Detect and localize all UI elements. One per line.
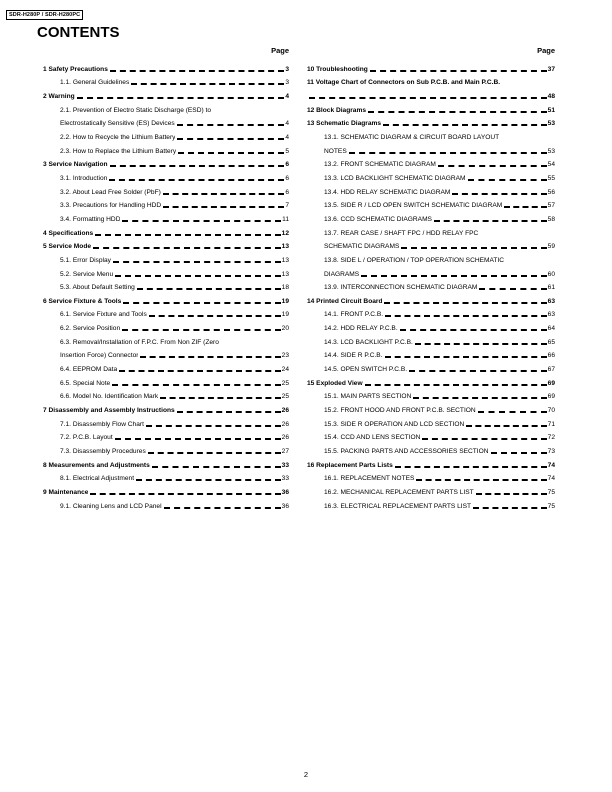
dot-leader bbox=[90, 493, 280, 495]
dot-leader bbox=[413, 397, 546, 399]
toc-entry-page: 60 bbox=[547, 270, 555, 278]
toc-entry-page: 75 bbox=[547, 489, 555, 496]
toc-entry[interactable] bbox=[307, 497, 555, 511]
toc-entry-page: 69 bbox=[547, 379, 555, 387]
dot-leader bbox=[110, 70, 284, 72]
toc-entry-page: 36 bbox=[281, 502, 289, 510]
dot-leader bbox=[119, 370, 280, 372]
toc-entry-label: 6.2. Service Position bbox=[60, 325, 121, 333]
toc-entry-page: 4 bbox=[285, 92, 289, 100]
toc-entry-label: 13.4. HDD RELAY SCHEMATIC DIAGRAM bbox=[324, 188, 451, 196]
dot-leader bbox=[112, 384, 280, 386]
dot-leader bbox=[504, 206, 546, 208]
toc-entry[interactable] bbox=[307, 74, 555, 88]
toc-list-right bbox=[307, 60, 555, 511]
dot-leader bbox=[479, 288, 546, 290]
toc-entry[interactable] bbox=[43, 401, 289, 415]
dot-leader bbox=[385, 356, 547, 358]
toc-entry-label: 13.2. FRONT SCHEMATIC DIAGRAM bbox=[324, 161, 436, 169]
toc-entry-label: 7.2. P.C.B. Layout bbox=[60, 434, 113, 442]
toc-entry-label: 10 Troubleshooting bbox=[307, 65, 368, 73]
model-label: SDR-H280P / SDR-H280PC bbox=[6, 10, 83, 20]
dot-leader bbox=[409, 370, 547, 372]
toc-entry[interactable] bbox=[307, 374, 555, 388]
toc-entry-label: 3 Service Navigation bbox=[43, 161, 108, 169]
toc-entry-page: 73 bbox=[547, 448, 555, 456]
toc-entry-page: 6 bbox=[285, 161, 289, 169]
toc-entry-label: 14.1. FRONT P.C.B. bbox=[324, 311, 384, 319]
toc-entry-page: 53 bbox=[547, 120, 555, 128]
dot-leader bbox=[140, 356, 280, 358]
toc-entry[interactable] bbox=[43, 333, 289, 347]
toc-entry-page: 26 bbox=[281, 420, 289, 428]
toc-entry[interactable] bbox=[307, 388, 555, 402]
toc-entry[interactable] bbox=[43, 388, 289, 402]
toc-entry-page: 71 bbox=[547, 420, 555, 428]
toc-entry[interactable] bbox=[43, 210, 289, 224]
toc-entry-page: 12 bbox=[281, 229, 289, 237]
toc-entry[interactable] bbox=[43, 292, 289, 306]
dot-leader bbox=[163, 193, 285, 195]
toc-entry-label: 13.8. SIDE L / OPERATION / TOP OPERATION SCHEMATIC bbox=[324, 256, 505, 264]
toc-entry[interactable] bbox=[307, 333, 555, 347]
toc-entry-label: 6 Service Fixture & Tools bbox=[43, 297, 122, 305]
toc-entry-page: 63 bbox=[547, 311, 555, 319]
toc-entry[interactable] bbox=[43, 60, 289, 74]
toc-entry-label: 3.3. Precautions for Handling HDD bbox=[60, 202, 162, 210]
toc-entry-page: 55 bbox=[547, 174, 555, 182]
toc-entry-label: 4 Specifications bbox=[43, 229, 94, 237]
dot-leader bbox=[476, 493, 547, 495]
toc-entry-page: 70 bbox=[547, 407, 555, 415]
toc-entry-page: 74 bbox=[547, 475, 555, 483]
toc-entry-label: 11 Voltage Chart of Connectors on Sub P.C.B. and Main P.C.B. bbox=[307, 79, 501, 87]
dot-leader bbox=[110, 165, 285, 167]
toc-entry-page: 72 bbox=[547, 434, 555, 442]
toc-entry-page: 54 bbox=[547, 161, 555, 169]
toc-entry[interactable] bbox=[43, 497, 289, 511]
dot-leader bbox=[368, 111, 547, 113]
dot-leader bbox=[109, 179, 284, 181]
dot-leader bbox=[77, 97, 285, 99]
toc-entry-label: 15.2. FRONT HOOD AND FRONT P.C.B. SECTION bbox=[324, 407, 476, 415]
toc-entry-page: 75 bbox=[547, 502, 555, 510]
toc-entry[interactable] bbox=[43, 279, 289, 293]
toc-entry-page: 57 bbox=[547, 202, 555, 210]
toc-entry[interactable] bbox=[307, 442, 555, 456]
toc-entry[interactable] bbox=[307, 60, 555, 74]
toc-entry[interactable] bbox=[43, 115, 289, 129]
toc-entry-label: 6.6. Model No. Identification Mark bbox=[60, 393, 159, 401]
toc-entry[interactable] bbox=[307, 183, 555, 197]
toc-entry-page: 4 bbox=[285, 120, 289, 128]
dot-leader bbox=[160, 397, 280, 399]
toc-entry[interactable] bbox=[307, 251, 555, 265]
toc-entry-page: 33 bbox=[281, 475, 289, 483]
toc-entry[interactable] bbox=[307, 470, 555, 484]
toc-entry-page: 61 bbox=[547, 284, 555, 292]
toc-entry-page: 53 bbox=[547, 147, 555, 155]
toc-list-left bbox=[43, 60, 289, 511]
toc-entry[interactable] bbox=[43, 429, 289, 443]
dot-leader bbox=[136, 479, 281, 481]
dot-leader bbox=[122, 220, 281, 222]
toc-entry-label: 16.1. REPLACEMENT NOTES bbox=[324, 475, 415, 483]
toc-entry[interactable] bbox=[307, 87, 555, 101]
toc-entry-page: 48 bbox=[547, 92, 555, 100]
toc-entry[interactable] bbox=[307, 279, 555, 293]
dot-leader bbox=[149, 315, 281, 317]
dot-leader bbox=[422, 438, 546, 440]
toc-entry-label: 16.3. ELECTRICAL REPLACEMENT PARTS LIST bbox=[324, 502, 472, 510]
toc-entry-label: 12 Block Diagrams bbox=[307, 106, 367, 114]
toc-entry[interactable] bbox=[307, 115, 555, 129]
toc-entry-label: 14.2. HDD RELAY P.C.B. bbox=[324, 325, 398, 333]
dot-leader bbox=[478, 411, 547, 413]
toc-entry[interactable] bbox=[43, 197, 289, 211]
toc-entry-page: 63 bbox=[547, 297, 555, 305]
toc-entry-page: 4 bbox=[285, 133, 289, 141]
dot-leader bbox=[115, 438, 281, 440]
toc-entry-page: 5 bbox=[285, 147, 289, 155]
dot-leader bbox=[361, 275, 546, 277]
toc-entry[interactable] bbox=[307, 347, 555, 361]
toc-entry-label: 2 Warning bbox=[43, 92, 75, 100]
toc-entry-page: 6 bbox=[285, 174, 289, 182]
toc-entry-label: 9 Maintenance bbox=[43, 489, 89, 496]
toc-entry-label: 13.1. SCHEMATIC DIAGRAM & CIRCUIT BOARD LAYOUT bbox=[324, 133, 500, 141]
toc-entry-page: 33 bbox=[281, 461, 289, 469]
dot-leader bbox=[309, 97, 547, 99]
toc-entry[interactable] bbox=[43, 483, 289, 497]
toc-entry-label: 3.4. Formatting HDD bbox=[60, 215, 121, 223]
dot-leader bbox=[349, 152, 547, 154]
dot-leader bbox=[146, 425, 281, 427]
toc-entry[interactable] bbox=[307, 142, 555, 156]
toc-entry-label: 13 Schematic Diagrams bbox=[307, 120, 382, 128]
toc-entry-label: 15.1. MAIN PARTS SECTION bbox=[324, 393, 412, 401]
toc-entry-page: 23 bbox=[281, 352, 289, 360]
toc-entry[interactable] bbox=[43, 306, 289, 320]
toc-entry-label: 5.1. Error Display bbox=[60, 256, 111, 264]
toc-entry-label: 15.5. PACKING PARTS AND ACCESSORIES SECTION bbox=[324, 448, 489, 456]
toc-entry-label: 13.3. LCD BACKLIGHT SCHEMATIC DIAGRAM bbox=[324, 174, 466, 182]
dot-leader bbox=[438, 165, 547, 167]
toc-entry-label: 7 Disassembly and Assembly Instructions bbox=[43, 407, 175, 415]
toc-entry-page: 13 bbox=[281, 243, 289, 251]
toc-entry[interactable] bbox=[307, 483, 555, 497]
toc-column-right bbox=[307, 46, 555, 511]
toc-entry[interactable] bbox=[307, 197, 555, 211]
toc-entry-label: 14.4. SIDE R P.C.B. bbox=[324, 352, 383, 360]
toc-entry[interactable] bbox=[307, 360, 555, 374]
toc-entry[interactable] bbox=[43, 101, 289, 115]
toc-entry[interactable] bbox=[307, 456, 555, 470]
toc-entry-label: 5.3. About Default Setting bbox=[60, 284, 135, 292]
toc-entry[interactable] bbox=[43, 74, 289, 88]
toc-entry-label: 15 Exploded View bbox=[307, 379, 363, 387]
toc-entry-label: 14.3. LCD BACKLIGHT P.C.B. bbox=[324, 338, 413, 346]
dot-leader bbox=[468, 179, 547, 181]
toc-entry[interactable] bbox=[43, 142, 289, 156]
dot-leader bbox=[148, 452, 281, 454]
toc-entry[interactable] bbox=[43, 442, 289, 456]
toc-entry[interactable] bbox=[43, 169, 289, 183]
toc-entry-page: 37 bbox=[547, 65, 555, 73]
toc-entry[interactable] bbox=[307, 319, 555, 333]
toc-entry-page: 58 bbox=[547, 215, 555, 223]
toc-entry[interactable] bbox=[43, 360, 289, 374]
dot-leader bbox=[177, 124, 285, 126]
toc-entry[interactable] bbox=[307, 169, 555, 183]
toc-entry-page: 67 bbox=[547, 366, 555, 374]
dot-leader bbox=[452, 193, 546, 195]
toc-entry[interactable] bbox=[43, 183, 289, 197]
toc-entry-label: 1 Safety Precautions bbox=[43, 65, 108, 73]
toc-entry-label: 9.1. Cleaning Lens and LCD Panel bbox=[60, 502, 162, 510]
toc-entry[interactable] bbox=[43, 251, 289, 265]
toc-entry[interactable] bbox=[307, 101, 555, 115]
toc-entry[interactable] bbox=[307, 210, 555, 224]
toc-entry-label: 8.1. Electrical Adjustment bbox=[60, 475, 135, 483]
toc-entry-page: 69 bbox=[547, 393, 555, 401]
dot-leader bbox=[473, 507, 547, 509]
toc-entry-page: 3 bbox=[285, 79, 289, 87]
toc-entry-label: 6.5. Special Note bbox=[60, 379, 111, 387]
toc-entry-label: 15.4. CCD AND LENS SECTION bbox=[324, 434, 421, 442]
toc-entry[interactable] bbox=[307, 238, 555, 252]
page-column-header: Page bbox=[537, 46, 555, 55]
toc-entry-label: 16.2. MECHANICAL REPLACEMENT PARTS LIST bbox=[324, 489, 474, 496]
toc-entry-label: 7.1. Disassembly Flow Chart bbox=[60, 420, 144, 428]
toc-entry[interactable] bbox=[307, 156, 555, 170]
toc-entry[interactable] bbox=[307, 306, 555, 320]
dot-leader bbox=[95, 234, 280, 236]
dot-leader bbox=[137, 288, 281, 290]
toc-entry-label: 3.2. About Lead Free Solder (PbF) bbox=[60, 188, 161, 196]
toc-entry-label: 6.3. Removal/Installation of F.P.C. From Non ZIF (Zero bbox=[60, 338, 219, 346]
dot-leader bbox=[122, 329, 281, 331]
toc-entry[interactable] bbox=[307, 292, 555, 306]
toc-entry-page: 65 bbox=[547, 338, 555, 346]
toc-entry-label: 6.1. Service Fixture and Tools bbox=[60, 311, 147, 319]
toc-entry-page: 64 bbox=[547, 325, 555, 333]
dot-leader bbox=[383, 124, 547, 126]
toc-entry-page: 13 bbox=[281, 256, 289, 264]
toc-entry[interactable] bbox=[307, 265, 555, 279]
toc-entry-label: 2.1. Prevention of Electro Static Discharge (ESD) to bbox=[60, 106, 211, 114]
toc-entry-page: 18 bbox=[281, 284, 289, 292]
toc-entry[interactable] bbox=[43, 238, 289, 252]
toc-entry-label: SCHEMATIC DIAGRAMS bbox=[324, 243, 400, 251]
toc-entry-label: 13.9. INTERCONNECTION SCHEMATIC DIAGRAM bbox=[324, 284, 478, 292]
toc-entry[interactable] bbox=[307, 415, 555, 429]
toc-entry-label: 3.1. Introduction bbox=[60, 174, 108, 182]
toc-entry[interactable] bbox=[43, 87, 289, 101]
toc-entry-page: 3 bbox=[285, 65, 289, 73]
toc-entry-page: 19 bbox=[281, 297, 289, 305]
dot-leader bbox=[370, 70, 547, 72]
toc-entry-label: 14 Printed Circuit Board bbox=[307, 297, 383, 305]
toc-entry-page: 19 bbox=[281, 311, 289, 319]
dot-leader bbox=[400, 329, 547, 331]
page-number: 2 bbox=[303, 770, 309, 779]
toc-entry[interactable] bbox=[43, 156, 289, 170]
dot-leader bbox=[384, 302, 546, 304]
toc-entry-label: 7.3. Disassembly Procedures bbox=[60, 448, 146, 456]
dot-leader bbox=[395, 466, 547, 468]
dot-leader bbox=[164, 507, 281, 509]
toc-entry-page: 6 bbox=[285, 188, 289, 196]
toc-entry-page: 51 bbox=[547, 106, 555, 114]
toc-entry-page: 26 bbox=[281, 407, 289, 415]
toc-entry-page: 13 bbox=[281, 270, 289, 278]
toc-entry-label: 15.3. SIDE R OPERATION AND LCD SECTION bbox=[324, 420, 465, 428]
toc-entry[interactable] bbox=[43, 456, 289, 470]
dot-leader bbox=[178, 152, 284, 154]
dot-leader bbox=[466, 425, 546, 427]
toc-entry-page: 56 bbox=[547, 188, 555, 196]
toc-column-left bbox=[43, 46, 289, 511]
toc-entry[interactable] bbox=[307, 401, 555, 415]
toc-entry-page: 66 bbox=[547, 352, 555, 360]
toc-entry-page: 26 bbox=[281, 434, 289, 442]
toc-entry[interactable] bbox=[43, 128, 289, 142]
dot-leader bbox=[152, 466, 281, 468]
toc-entry[interactable] bbox=[43, 319, 289, 333]
toc-entry-page: 27 bbox=[281, 448, 289, 456]
toc-entry-page: 74 bbox=[547, 461, 555, 469]
toc-entry-page: 25 bbox=[281, 393, 289, 401]
dot-leader bbox=[401, 247, 546, 249]
toc-entry[interactable] bbox=[43, 415, 289, 429]
dot-leader bbox=[177, 138, 284, 140]
dot-leader bbox=[115, 275, 281, 277]
page-title: CONTENTS bbox=[37, 24, 120, 41]
toc-entry-label: 13.5. SIDE R / LCD OPEN SWITCH SCHEMATIC DIAGRAM bbox=[324, 202, 503, 210]
toc-entry[interactable] bbox=[43, 265, 289, 279]
dot-leader bbox=[434, 220, 547, 222]
toc-entry-label: 13.6. CCD SCHEMATIC DIAGRAMS bbox=[324, 215, 432, 223]
dot-leader bbox=[163, 206, 284, 208]
toc-entry-page: 24 bbox=[281, 366, 289, 374]
toc-entry-label: 14.5. OPEN SWITCH P.C.B. bbox=[324, 366, 408, 374]
toc-entry[interactable] bbox=[43, 374, 289, 388]
toc-entry-page: 20 bbox=[281, 325, 289, 333]
dot-leader bbox=[385, 315, 547, 317]
toc-entry[interactable] bbox=[307, 429, 555, 443]
toc-entry-label: 2.3. How to Replace the Lithium Battery bbox=[60, 147, 177, 155]
toc-entry-label: 13.7. REAR CASE / SHAFT FPC / HDD RELAY FPC bbox=[324, 229, 479, 237]
toc-entry[interactable] bbox=[43, 224, 289, 238]
dot-leader bbox=[123, 302, 280, 304]
dot-leader bbox=[416, 479, 546, 481]
toc-entry-page: 25 bbox=[281, 379, 289, 387]
dot-leader bbox=[131, 83, 284, 85]
toc-entry[interactable] bbox=[307, 128, 555, 142]
toc-entry-label: 8 Measurements and Adjustments bbox=[43, 461, 150, 469]
toc-entry-label: Insertion Force) Connector bbox=[60, 352, 139, 360]
toc-entry-page: 11 bbox=[282, 215, 289, 223]
toc-entry-label: 5 Service Mode bbox=[43, 243, 92, 251]
toc-entry-label: 5.2. Service Menu bbox=[60, 270, 114, 278]
dot-leader bbox=[177, 411, 281, 413]
toc-entry-label: NOTES bbox=[324, 147, 347, 155]
dot-leader bbox=[491, 452, 547, 454]
toc-entry[interactable] bbox=[43, 347, 289, 361]
toc-entry[interactable] bbox=[43, 470, 289, 484]
toc-entry-page: 59 bbox=[547, 243, 555, 251]
toc-entry-page: 7 bbox=[285, 202, 289, 210]
toc-entry-label: 1.1. General Guidelines bbox=[60, 79, 130, 87]
toc-entry[interactable] bbox=[307, 224, 555, 238]
toc-entry-page: 36 bbox=[281, 489, 289, 496]
toc-entry-label: 6.4. EEPROM Data bbox=[60, 366, 118, 374]
page-column-header: Page bbox=[271, 46, 289, 55]
dot-leader bbox=[415, 343, 547, 345]
dot-leader bbox=[113, 261, 281, 263]
toc-entry-label: 16 Replacement Parts Lists bbox=[307, 461, 393, 469]
toc-entry-label: Electrostatically Sensitive (ES) Devices bbox=[60, 120, 175, 128]
toc-entry-label: DIAGRAMS bbox=[324, 270, 360, 278]
dot-leader bbox=[93, 247, 281, 249]
toc-entry-label: 2.2. How to Recycle the Lithium Battery bbox=[60, 133, 176, 141]
dot-leader bbox=[365, 384, 547, 386]
